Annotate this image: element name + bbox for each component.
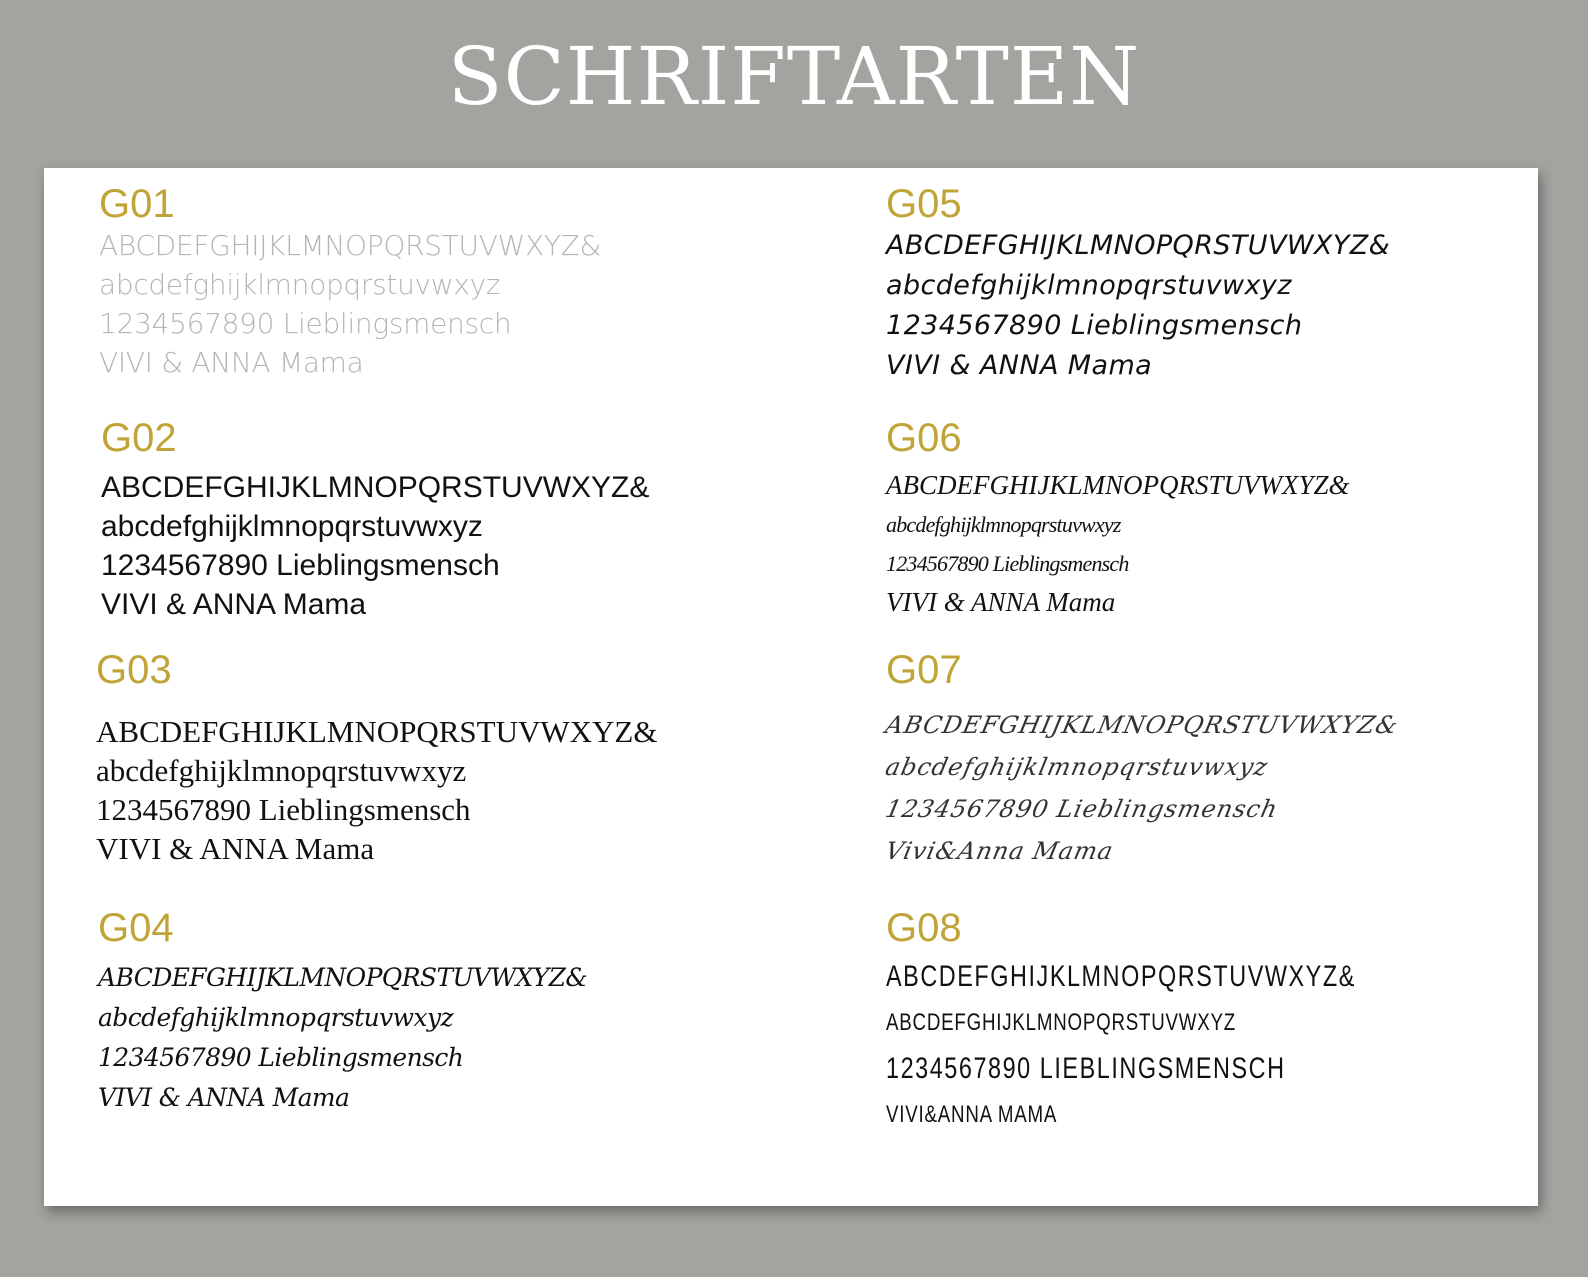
font-sample-g06: [886, 416, 1349, 622]
numbers-line: 1234567890 Lieblingsmensch: [96, 792, 471, 827]
page-title: SCHRIFTARTEN: [447, 30, 1141, 123]
lowercase-line: abcdefghijklmnopqrstuvwxyz: [101, 510, 483, 543]
lowercase-line: abcdefghijklmnopqrstuvwxyz: [886, 270, 1292, 301]
font-code: G02: [101, 416, 177, 460]
names-line: VIVI&ANNA MAMA: [886, 1101, 1058, 1128]
font-sample-g01: [99, 182, 601, 382]
font-code: G05: [886, 182, 962, 226]
font-code: G04: [98, 906, 174, 950]
font-code: G08: [886, 906, 962, 950]
font-sample-g02: [101, 416, 649, 624]
names-line: VIVI & ANNA Mama: [101, 588, 367, 621]
names-line: VIVI & ANNA Mama: [98, 1083, 350, 1112]
numbers-line: 1234567890 Lieblingsmensch: [99, 307, 512, 340]
lowercase-line: abcdefghijklmnopqrstuvwxyz: [886, 512, 1121, 537]
names-line: VIVI & ANNA Mama: [886, 350, 1153, 381]
numbers-line: 1234567890 Lieblingsmensch: [886, 310, 1303, 341]
numbers-line: 1234567890 Lieblingsmensch: [883, 795, 1281, 823]
font-sample-sheet: [44, 168, 1538, 1206]
uppercase-line: ABCDEFGHIJKLMNOPQRSTUVWXYZ&: [98, 963, 588, 992]
font-code: G03: [96, 648, 172, 692]
lowercase-line: abcdefghijklmnopqrstuvwxyz: [99, 268, 501, 301]
font-code: G07: [886, 648, 962, 692]
font-sample-g07: [883, 648, 1402, 872]
font-sample-g04: [98, 906, 587, 1118]
lowercase-line: abcdefghijklmnopqrstuvwxyz: [98, 1003, 454, 1032]
uppercase-line: ABCDEFGHIJKLMNOPQRSTUVWXYZ&: [886, 230, 1391, 261]
names-line: VIVI & ANNA Mama: [99, 346, 364, 379]
numbers-line: 1234567890 Lieblingsmensch: [886, 551, 1129, 576]
font-sample-g05: [886, 182, 1390, 386]
uppercase-line: ABCDEFGHIJKLMNOPQRSTUVWXYZ&: [96, 714, 658, 749]
uppercase-line: ABCDEFGHIJKLMNOPQRSTUVWXYZ&: [883, 711, 1402, 739]
names-line: Vivi&Anna Mama: [883, 837, 1117, 865]
numbers-line: 1234567890 Lieblingsmensch: [101, 549, 500, 582]
uppercase-line: ABCDEFGHIJKLMNOPQRSTUVWXYZ&: [99, 229, 602, 262]
font-code: G06: [886, 416, 962, 460]
font-sample-g08: [886, 906, 1488, 1138]
uppercase-line: ABCDEFGHIJKLMNOPQRSTUVWXYZ&: [101, 471, 650, 504]
names-line: VIVI & ANNA Mama: [886, 587, 1116, 617]
uppercase-line: ABCDEFGHIJKLMNOPQRSTUVWXYZ&: [886, 960, 1356, 993]
names-line: VIVI & ANNA Mama: [96, 831, 375, 866]
lowercase-line: abcdefghijklmnopqrstuvwxyz: [96, 753, 467, 788]
numbers-line: 1234567890 Lieblingsmensch: [98, 1043, 464, 1072]
lowercase-line: abcdefghijklmnopqrstuvwxyz: [883, 753, 1271, 781]
lowercase-line: ABCDEFGHIJKLMNOPQRSTUVWXYZ: [886, 1009, 1237, 1036]
numbers-line: 1234567890 LIEBLINGSMENSCH: [886, 1052, 1286, 1085]
font-code: G01: [99, 182, 175, 226]
uppercase-line: ABCDEFGHIJKLMNOPQRSTUVWXYZ&: [886, 470, 1350, 500]
font-sample-g03: [96, 648, 657, 868]
